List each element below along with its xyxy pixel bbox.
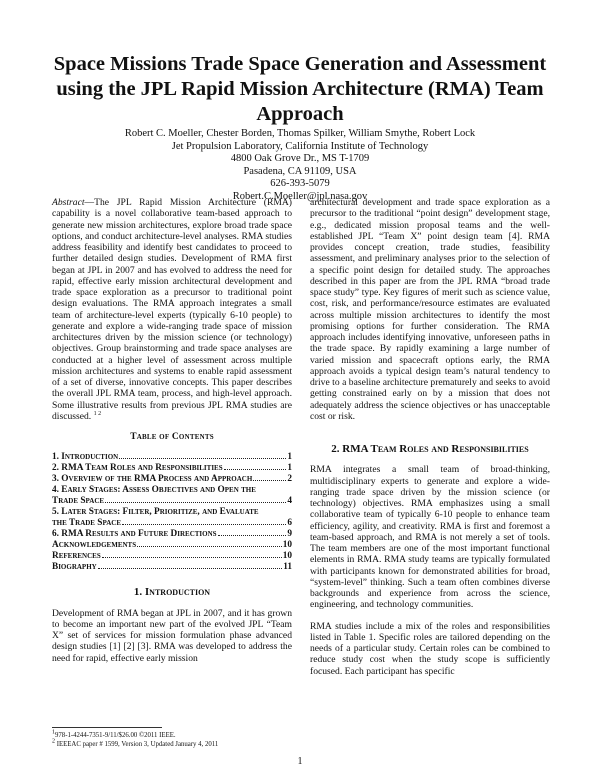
- toc-entry[interactable]: Biography 11: [52, 562, 292, 573]
- toc-entry[interactable]: 2. RMA Team Roles and Responsibilities 1: [52, 463, 292, 474]
- section-heading-introduction: 1. Introduction: [133, 586, 211, 599]
- address-line-2: Pasadena, CA 91109, USA: [243, 165, 357, 177]
- footnote-rule: [52, 727, 162, 728]
- footnote-1: $^1$978-1-4244-7351-9/11/$26.00 ©2011 IEEE.: [52, 729, 176, 739]
- abstract: [52, 197, 292, 422]
- paper-title: Space Missions Trade Space Generation and Assessment using the JPL Rapid Mission Architecture (RMA) Team Approach: [53, 53, 547, 125]
- toc-entry[interactable]: 4. Early Stages: Assess Objectives and Open the Trade Space 4: [52, 485, 292, 507]
- phone: 626-393-5079: [270, 178, 330, 190]
- address-line-1: 4800 Oak Grove Dr., MS T-1709: [230, 153, 370, 165]
- toc-entry[interactable]: 6. RMA Results and Future Directions 9: [52, 529, 292, 540]
- author-names: Robert C. Moeller, Chester Borden, Thomas Spilker, William Smythe, Robert Lock: [124, 128, 476, 139]
- toc-title: Table of Contents: [130, 432, 214, 442]
- roles-list-paragraph: RMA studies include a mix of the roles and responsibilities listed in Table 1. Specific roles are tailored depending on the needs of a particular study. Certain roles can be combined to reduce study cost when the study scope is sufficiently focused. Each participant has specific: [310, 620, 550, 677]
- right-column: [310, 197, 550, 677]
- toc-entry[interactable]: 5. Later Stages: Filter, Prioritize, and Evaluate the Trade Space 6: [52, 507, 292, 529]
- toc-entry[interactable]: Acknowledgements 10: [52, 540, 292, 551]
- abstract-label: Abstract: [52, 197, 85, 208]
- section-heading-team-roles: 2. RMA Team Roles and Responsibilities: [331, 443, 529, 455]
- team-roles-paragraph: RMA integrates a small team of broad-thinking, multidisciplinary experts to generate and explore a wide-ranging trade space driven by the mission science (or technology) objectives. RMA emphasizes using a small collaborative team of typically 6-10 people to enhance team efficiency, agility, and creativity. RMA is first and foremost a team-based approach, and RMA is not merely a set of tools. The team members are one of the most important functional elements in RMA. RMA study teams are typically formulated with participants known for demonstrated abilities for broad, “system-level” thinking. Such a team often combines diverse backgrounds and experience from across the science, engineering, and technology communities.: [310, 464, 550, 611]
- email: Robert.C.Moeller@jpl.nasa.gov: [232, 190, 368, 202]
- toc-entry[interactable]: 3. Overview of the RMA Process and Approach 2: [52, 474, 292, 485]
- affiliation: Jet Propulsion Laboratory, California Institute of Technology: [171, 140, 429, 152]
- left-column: [52, 197, 292, 664]
- abstract-text: —The JPL Rapid Mission Architecture (RMA) capability is a novel collaborative team-based approach to generate new mission architectures, explore broad trade space options, and conduct architecture-level analyses. RMA studies address feasibility and identify best candidates to proceed to further detailed design studies. Development of RMA first began at JPL in 2007 and has evolved to address the need for rapid, effective early mission architectural development and trade space exploration as a precursor to traditional point design evaluations. The RMA approach integrates a small team of architecture-level experts (typically 6-10 people) to generate and explore a wide-ranging trade space of mission architectures driven by the mission science (or technology) objectives. Group brainstorming and trade space analyses are conducted at a higher level of assessment across multiple mission architectures and systems to enable rapid assessment of a set of diverse, innovative concepts. This paper describes the overall JPL RMA team, process, and high-level approach. Some illustrative results from previous JPL RMA studies are discussed.: [52, 197, 292, 422]
- table-of-contents: [52, 452, 292, 573]
- page-number: 1: [297, 756, 303, 767]
- footnote-marks: 1 2: [93, 410, 102, 417]
- toc-entry[interactable]: References 10: [52, 551, 292, 562]
- intro-continued-paragraph: architectural development and trade space exploration as a precursor to the traditional “point design” development stage, e.g., dedicated mission proposal teams and the well-established JPL “Team X” point design team [4]. RMA provides concept creation, trade studies, feasibility assessment, and preliminary analyses prior to the selection of a specific point design for detailed study. The approaches described in this paper are from the JPL RMA “broad trade space study” type. Key figures of merit such as science value, cost, risk, and performance/resource estimates are evaluated across multiple mission architectures to identify the most promising options for further consideration. The RMA approach includes identifying innovative, unforeseen paths in the trade space. By rapidly examining a large number of varied mission and spacecraft options early, the RMA approach avoids a typical design team’s natural tendency to drive to a baseline architecture prematurely and seeks to avoid getting constrained early on by a mission that does not adequately address the science objectives or has unacceptable cost or risk.: [310, 197, 550, 422]
- footnote-2: $^2$ IEEEAC paper # 1599, Version 3, Updated January 4, 2011: [52, 738, 219, 748]
- author-block: [40, 128, 560, 204]
- toc-entry[interactable]: 1. Introduction 1: [52, 452, 292, 463]
- footnotes: [52, 729, 292, 749]
- intro-paragraph: Development of RMA began at JPL in 2007, and it has grown to become an important new part of the evolved JPL “Team X” set of services for mission formulation phase advanced design studies [1] [2] [3]. RMA was developed to address the need for rapid, effective early mission: [52, 607, 292, 664]
